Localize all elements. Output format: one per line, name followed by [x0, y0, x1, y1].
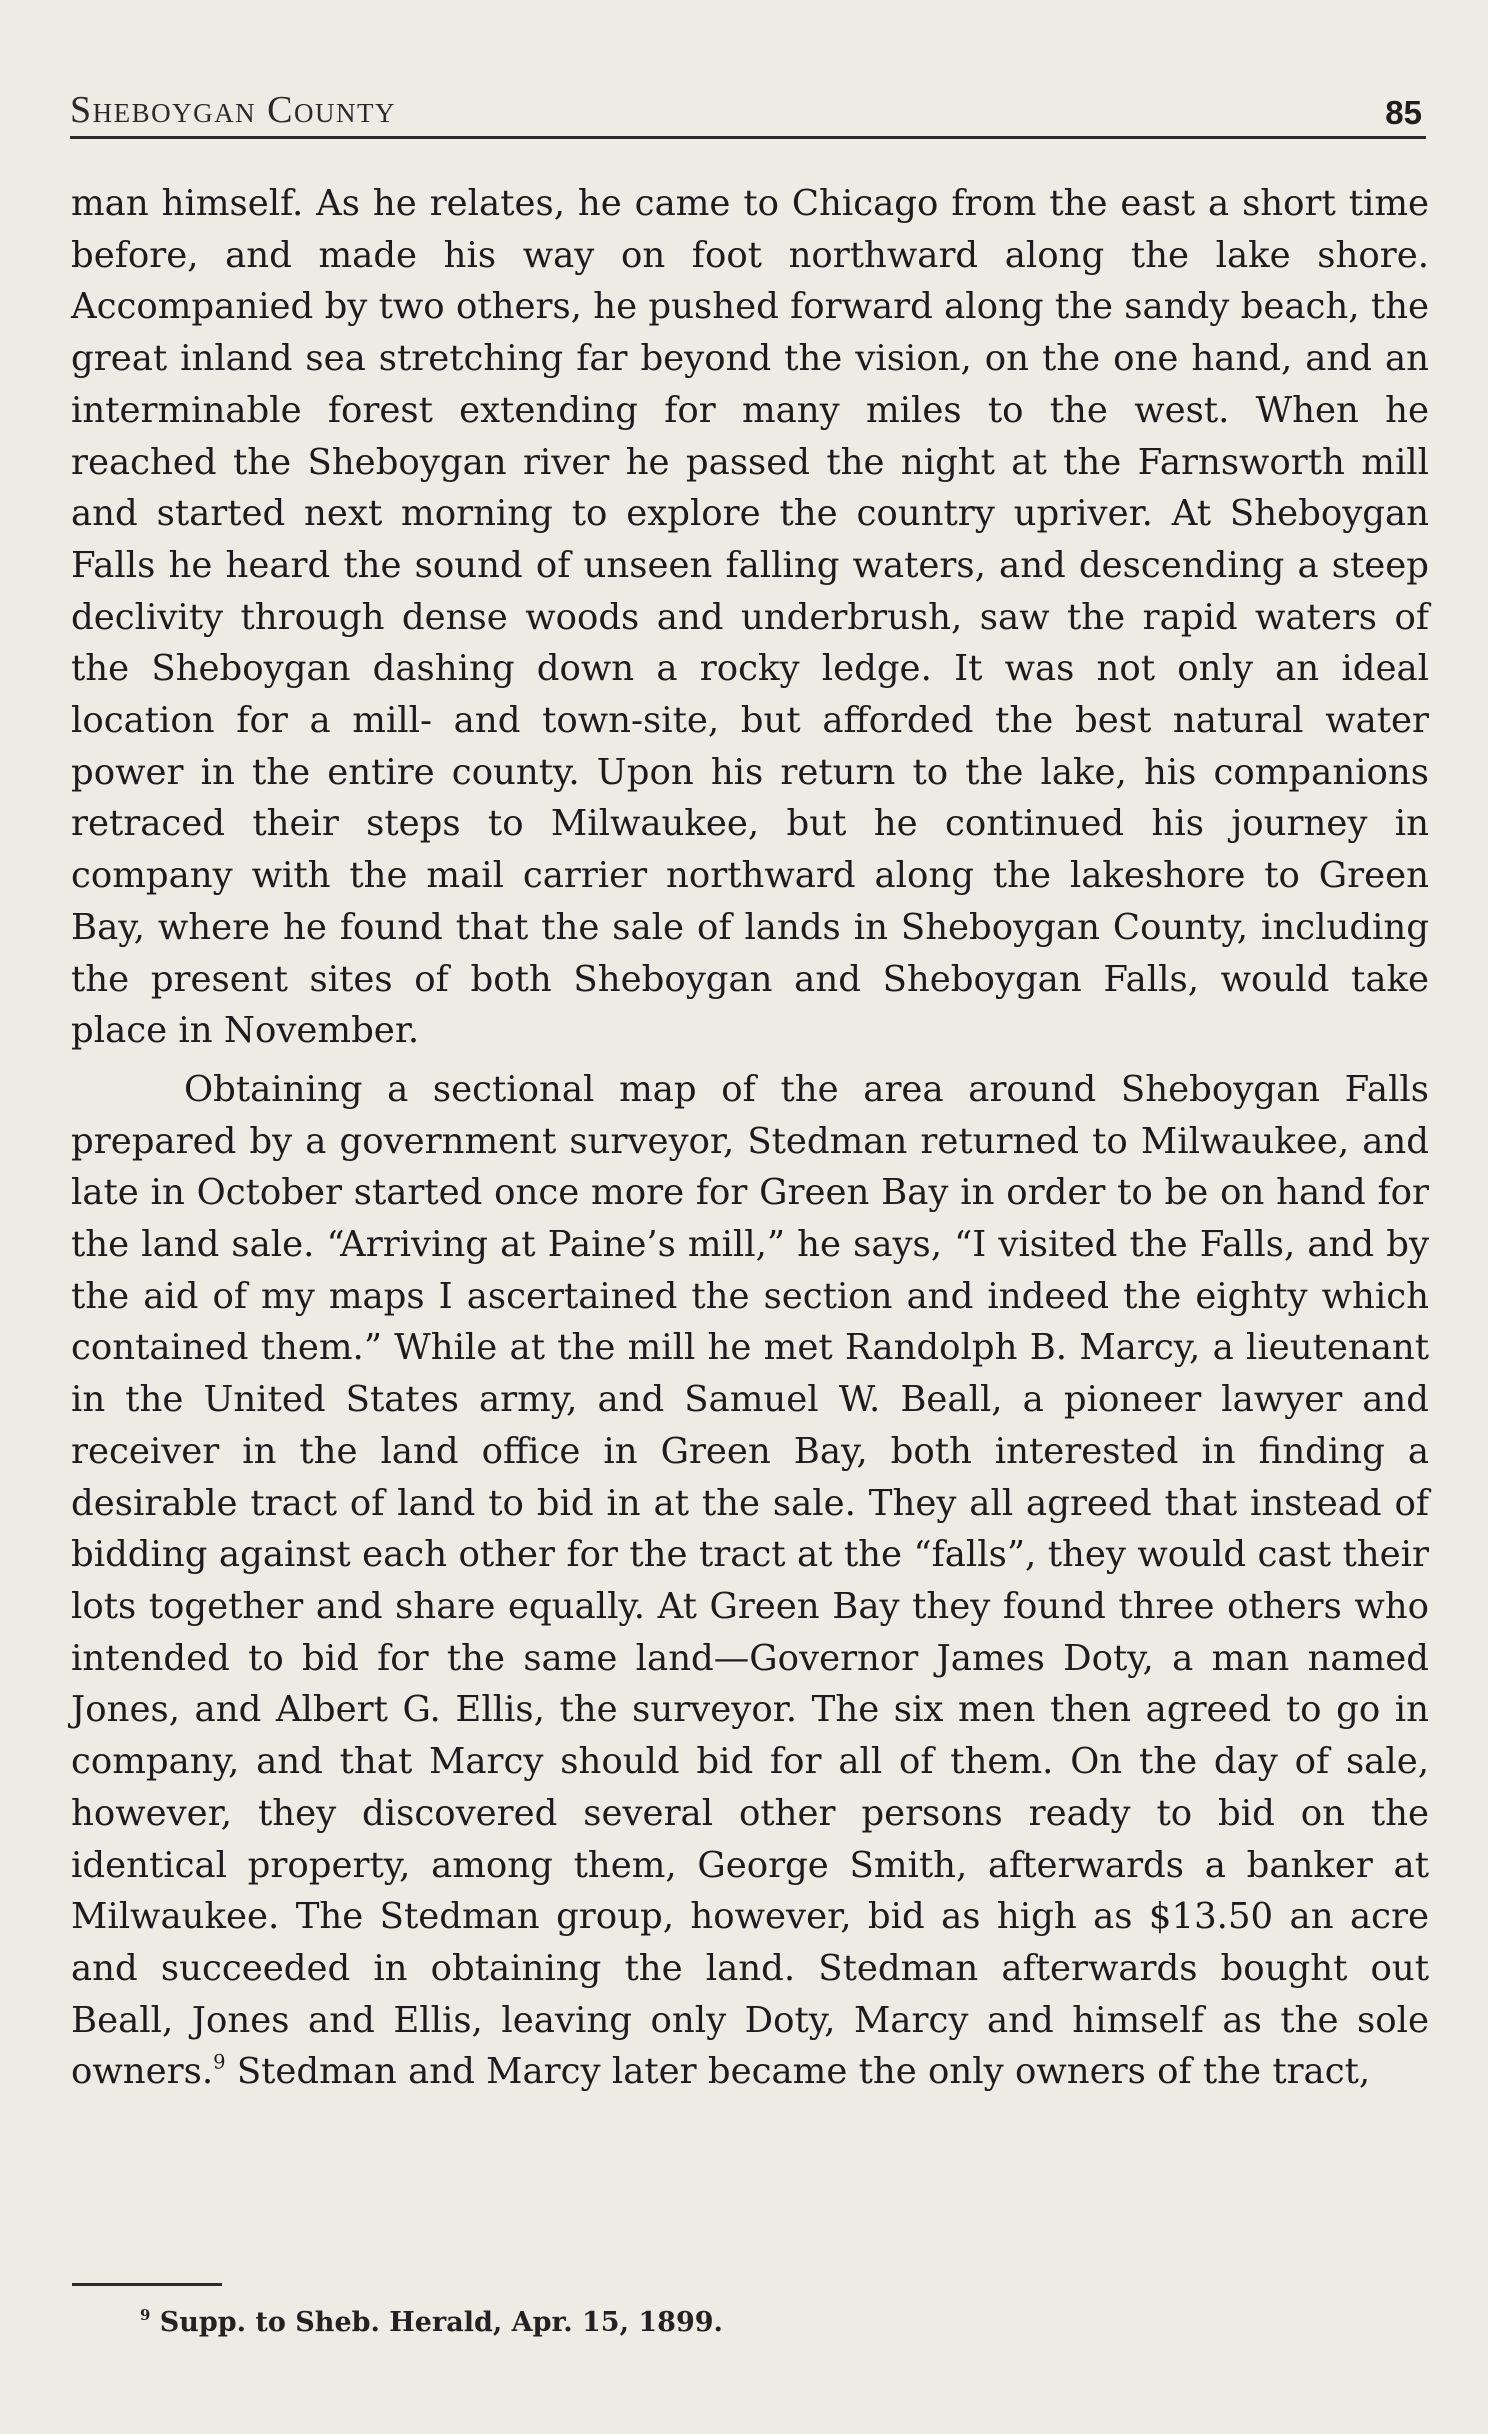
footnote-rule: [72, 2283, 222, 2286]
header-rule: [70, 136, 1426, 139]
paragraph-1: man himself. As he relates, he came to Chicago from the east a short time before, and made his way on foot northward along the lake shore. Accompanied by two others, he pushed forward along the sandy beach, the great inland sea stretching far beyond the vision, on the one hand, and an interminable forest extending for many miles to the west. When he reached the Sheboygan river he passed the night at the Farnsworth mill and started next morning to explore the country upriver. At Sheboygan Falls he heard the sound of unseen falling waters, and descending a steep declivity through dense woods and underbrush, saw the rapid waters of the Sheboygan dashing down a rocky ledge. It was not only an ideal location for a mill- and town-site, but afforded the best natural water power in the entire county. Upon his return to the lake, his companions retraced their steps to Milwaukee, but he continued his journey in company with the mail carrier northward along the lakeshore to Green Bay, where he found that the sale of lands in Sheboygan County, including the present sites of both Sheboygan and Sheboygan Falls, would take place in November.: [71, 183, 1429, 1052]
paragraph-2: [71, 1064, 1429, 2098]
paragraph-2-tail: Stedman and Marcy later became the only owners of the tract,: [225, 2051, 1371, 2093]
footnote-marker: 9: [140, 2305, 151, 2324]
paragraph-2-text: Obtaining a sectional map of the area around Sheboygan Falls prepared by a government surveyor, Stedman returned to Milwaukee, and late in October started once more for Green Bay in order to be on hand for the land sale. “Arriving at Paine’s mill,” he says, “I visited the Falls, and by the aid of my maps I ascertained the section and indeed the eighty which contained them.” While at the mill he met Randolph B. Marcy, a lieutenant in the United States army, and Samuel W. Beall, a pioneer lawyer and receiver in the land office in Green Bay, both interested in finding a desirable tract of land to bid in at the sale. They all agreed that instead of bidding against each other for the tract at the “falls”, they would cast their lots together and share equally. At Green Bay they found three others who intended to bid for the same land—Governor James Doty, a man named Jones, and Albert G. Ellis, the surveyor. The six men then agreed to go in company, and that Marcy should bid for all of them. On the day of sale, however, they discovered several other persons ready to bid on the identical property, among them, George Smith, afterwards a banker at Milwaukee. The Stedman group, however, bid as high as $13.50 an acre and succeeded in obtaining the land. Stedman afterwards bought out Beall, Jones and Ellis, leaving only Doty, Marcy and himself as the sole owners.: [71, 1068, 1429, 2093]
footnote-reference[interactable]: 9: [213, 2050, 226, 2074]
footnote: [140, 2307, 723, 2338]
running-title: Sheboygan County: [70, 89, 396, 131]
body-text: [71, 178, 1429, 2098]
footnote-text: Supp. to Sheb. Herald, Apr. 15, 1899.: [150, 2307, 723, 2338]
page-number: 85: [1385, 94, 1422, 131]
running-head: [70, 72, 1428, 132]
